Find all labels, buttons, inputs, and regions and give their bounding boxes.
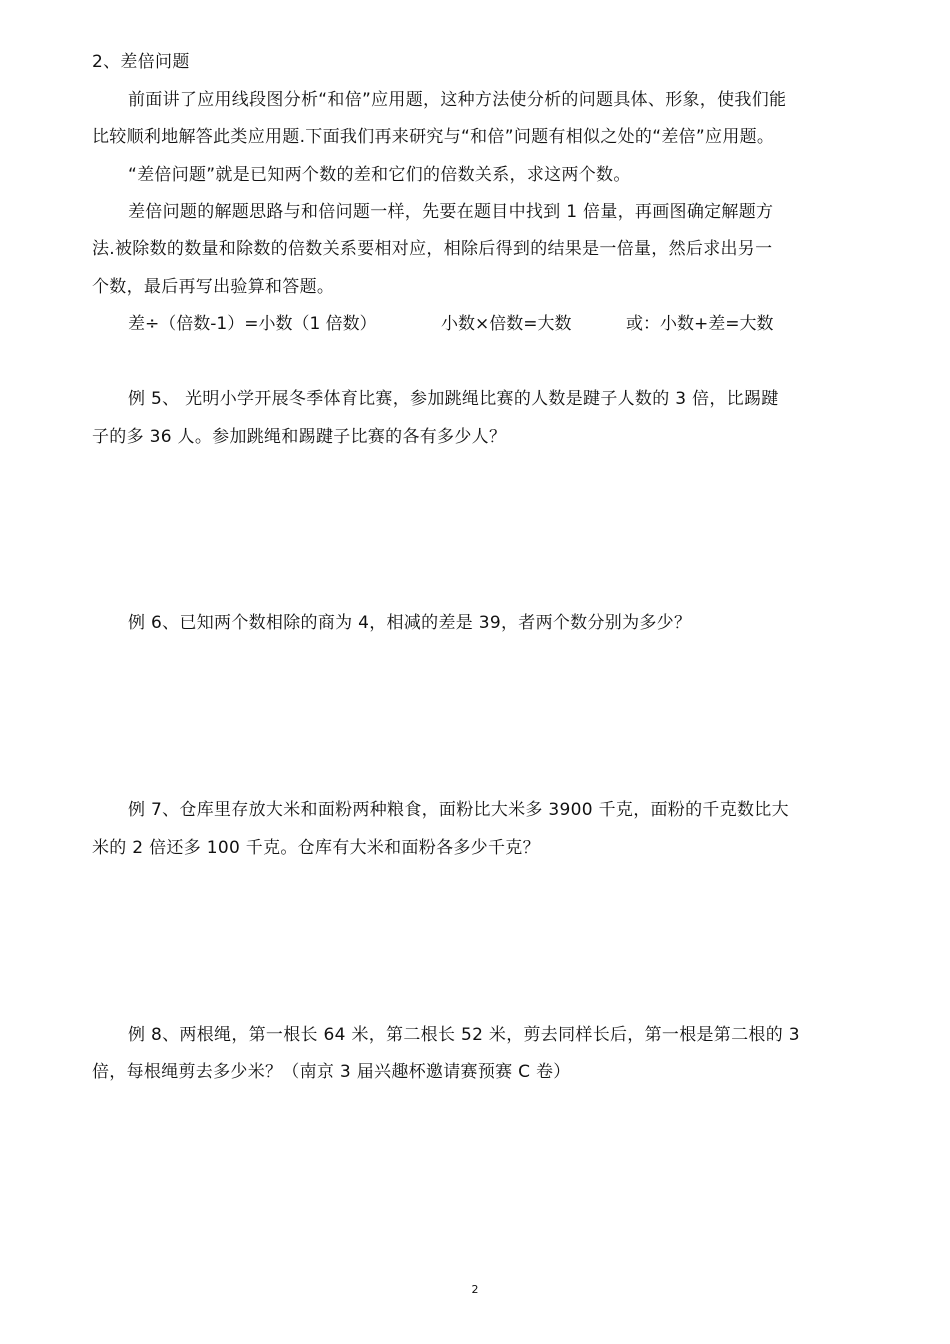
section-heading: 2、差倍问题 bbox=[92, 52, 190, 72]
definition-paragraph: “差倍问题”就是已知两个数的差和它们的倍数关系，求这两个数。 bbox=[128, 165, 631, 185]
example-6-line-1: 例 6、已知两个数相除的商为 4，相减的差是 39，者两个数分别为多少？ bbox=[128, 613, 692, 633]
method-paragraph-line-1: 差倍问题的解题思路与和倍问题一样，先要在题目中找到 1 倍量，再画图确定解题方 bbox=[128, 202, 774, 222]
example-7-line-2: 米的 2 倍还多 100 千克。仓库有大米和面粉各多少千克？ bbox=[92, 838, 540, 858]
example-5-line-2: 子的多 36 人。参加跳绳和踢踺子比赛的各有多少人？ bbox=[92, 427, 507, 447]
example-7-line-1: 例 7、仓库里存放大米和面粉两种粮食，面粉比大米多 3900 千克，面粉的千克数比大 bbox=[128, 800, 789, 820]
example-5-line-1: 例 5、 光明小学开展冬季体育比赛，参加跳绳比赛的人数是踺子人数的 3 倍，比踢踺 bbox=[128, 389, 779, 409]
formula-big-number-multiply: 小数×倍数=大数 bbox=[441, 314, 572, 334]
intro-paragraph-line-2: 比较顺利地解答此类应用题.下面我们再来研究与“和倍”问题有相似之处的“差倍”应用题。 bbox=[92, 127, 775, 147]
method-paragraph-line-3: 个数，最后再写出验算和答题。 bbox=[92, 277, 335, 297]
formula-big-number-add: 或：小数+差=大数 bbox=[626, 314, 774, 334]
example-8-line-1: 例 8、两根绳，第一根长 64 米，第二根长 52 米，剪去同样长后，第一根是第二根的 3 bbox=[128, 1025, 800, 1045]
method-paragraph-line-2: 法.被除数的数量和除数的倍数关系要相对应，相除后得到的结果是一倍量，然后求出另一 bbox=[92, 239, 773, 259]
formula-small-number: 差÷（倍数-1）=小数（1 倍数） bbox=[128, 314, 377, 334]
example-8-line-2: 倍，每根绳剪去多少米？（南京 3 届兴趣杯邀请赛预赛 C 卷） bbox=[92, 1062, 571, 1082]
intro-paragraph-line-1: 前面讲了应用线段图分析“和倍”应用题，这种方法使分析的问题具体、形象，使我们能 bbox=[128, 90, 787, 110]
page-number: 2 bbox=[471, 1283, 479, 1296]
